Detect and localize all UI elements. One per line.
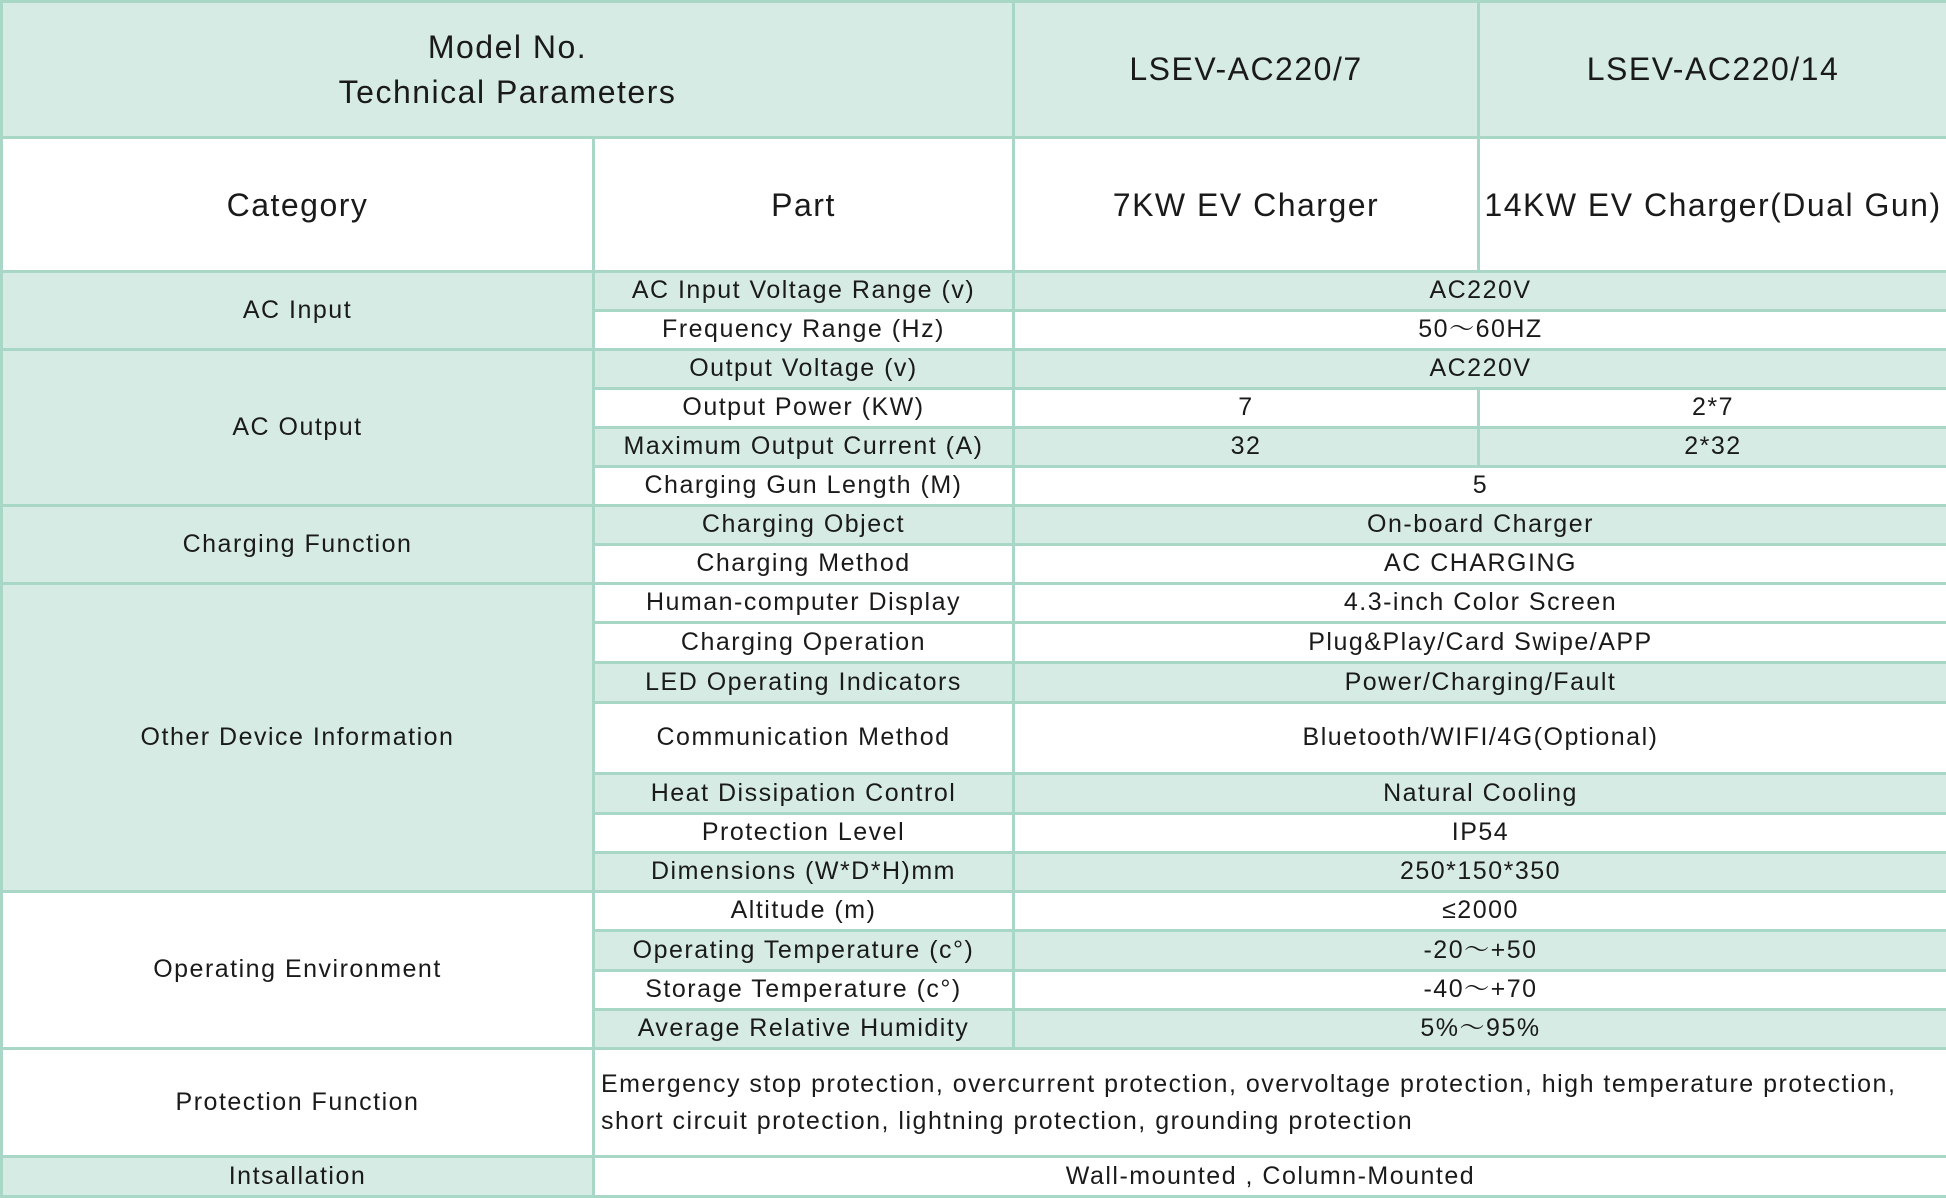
part-cell: LED Operating Indicators: [594, 663, 1014, 703]
table-row: [2, 506, 1946, 545]
part-cell: Operating Temperature (c°): [594, 931, 1014, 971]
protection-text: Emergency stop protection, overcurrent protection, overvoltage protection, high temperature protection, short circuit protection, lightning protection, grounding protection: [594, 1049, 1946, 1157]
part-cell: Dimensions (W*D*H)mm: [594, 853, 1014, 892]
category-ac-input: AC Input: [2, 272, 594, 350]
model-header-row: [2, 2, 1946, 138]
part-cell: Storage Temperature (c°): [594, 971, 1014, 1010]
value-cell: IP54: [1014, 814, 1946, 853]
category-other-device: Other Device Information: [2, 584, 594, 892]
product-14kw: 14KW EV Charger(Dual Gun): [1479, 138, 1946, 272]
category-protection: Protection Function: [2, 1049, 594, 1157]
value-cell: -40～+70: [1014, 971, 1946, 1010]
table-row: [2, 892, 1946, 931]
value-cell: AC220V: [1014, 350, 1946, 389]
value-cell-14kw: 2*7: [1479, 389, 1946, 428]
category-installation: Intsallation: [2, 1157, 594, 1197]
part-cell: Charging Object: [594, 506, 1014, 545]
subheader-row: [2, 138, 1946, 272]
value-cell: -20～+50: [1014, 931, 1946, 971]
value-cell: Bluetooth/WIFI/4G(Optional): [1014, 703, 1946, 774]
value-cell: On-board Charger: [1014, 506, 1946, 545]
model-header-cell: [2, 2, 1014, 138]
part-cell: Charging Operation: [594, 623, 1014, 663]
model-ac220-14: LSEV-AC220/14: [1479, 2, 1946, 138]
installation-value: Wall-mounted , Column-Mounted: [594, 1157, 1946, 1197]
part-cell: Heat Dissipation Control: [594, 774, 1014, 814]
part-cell: Output Power (KW): [594, 389, 1014, 428]
value-cell: 50～60HZ: [1014, 311, 1946, 350]
category-ac-output: AC Output: [2, 350, 594, 506]
part-cell: Frequency Range (Hz): [594, 311, 1014, 350]
part-cell: Average Relative Humidity: [594, 1010, 1014, 1049]
value-cell: 5: [1014, 467, 1946, 506]
part-cell: Output Voltage (v): [594, 350, 1014, 389]
value-cell: ≤2000: [1014, 892, 1946, 931]
tech-params-label: Technical Parameters: [338, 73, 677, 110]
product-7kw: 7KW EV Charger: [1014, 138, 1479, 272]
part-cell: Human-computer Display: [594, 584, 1014, 623]
part-cell: Altitude (m): [594, 892, 1014, 931]
value-cell: AC CHARGING: [1014, 545, 1946, 584]
table-row: [2, 272, 1946, 311]
value-cell-14kw: 2*32: [1479, 428, 1946, 467]
value-cell: AC220V: [1014, 272, 1946, 311]
value-cell: 250*150*350: [1014, 853, 1946, 892]
category-operating-env: Operating Environment: [2, 892, 594, 1049]
table-row: [2, 584, 1946, 623]
value-cell: 4.3-inch Color Screen: [1014, 584, 1946, 623]
value-cell-7kw: 32: [1014, 428, 1479, 467]
value-cell: 5%～95%: [1014, 1010, 1946, 1049]
part-cell: Communication Method: [594, 703, 1014, 774]
model-no-label: Model No.: [427, 28, 588, 65]
value-cell: Power/Charging/Fault: [1014, 663, 1946, 703]
table-row: [2, 1049, 1946, 1157]
part-cell: Protection Level: [594, 814, 1014, 853]
model-ac220-7: LSEV-AC220/7: [1014, 2, 1479, 138]
value-cell: Plug&Play/Card Swipe/APP: [1014, 623, 1946, 663]
part-cell: Charging Gun Length (M): [594, 467, 1014, 506]
part-header: Part: [594, 138, 1014, 272]
part-cell: Charging Method: [594, 545, 1014, 584]
value-cell: Natural Cooling: [1014, 774, 1946, 814]
table-row: [2, 1157, 1946, 1197]
value-cell-7kw: 7: [1014, 389, 1479, 428]
table-row: [2, 350, 1946, 389]
part-cell: AC Input Voltage Range (v): [594, 272, 1014, 311]
part-cell: Maximum Output Current (A): [594, 428, 1014, 467]
category-charging-function: Charging Function: [2, 506, 594, 584]
category-header: Category: [2, 138, 594, 272]
